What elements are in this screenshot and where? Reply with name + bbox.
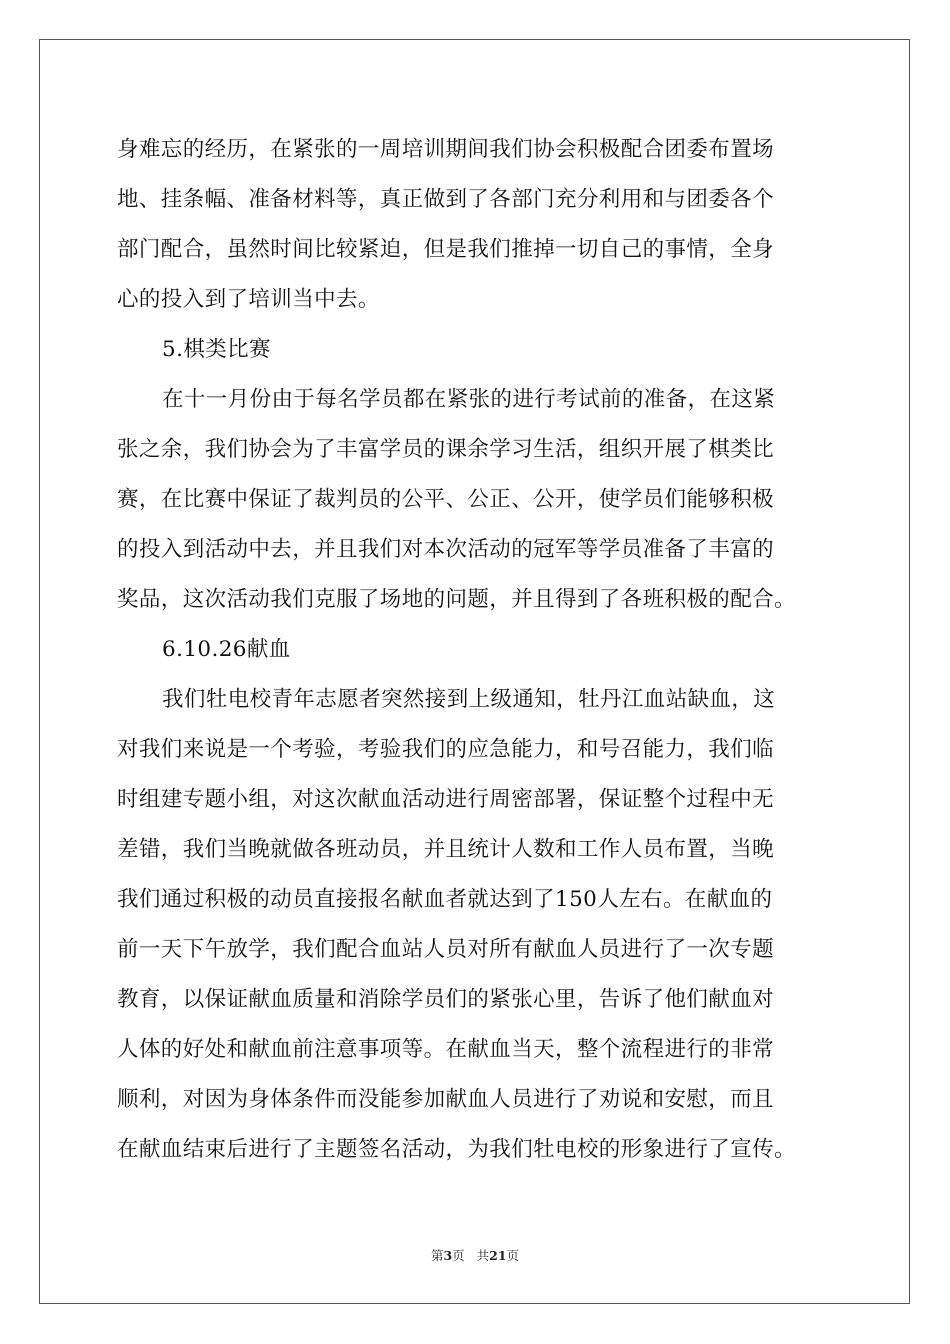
body-line: 地、挂条幅、准备材料等，真正做到了各部门充分利用和与团委各个 (117, 187, 775, 212)
body-line: 差错，我们当晚就做各班动员，并且统计人数和工作人员布置，当晚 (117, 837, 775, 862)
footer-gap (465, 1248, 477, 1263)
page-prefix: 第 (430, 1248, 444, 1263)
body-line: 时组建专题小组，对这次献血活动进行周密部署，保证整个过程中无 (117, 787, 775, 812)
page-suffix: 页 (452, 1248, 465, 1263)
body-line: 部门配合，虽然时间比较紧迫，但是我们推掉一切自己的事情，全身 (117, 237, 775, 262)
body-line: 赛，在比赛中保证了裁判员的公平、公正、公开，使学员们能够积极 (117, 487, 775, 512)
page-border (39, 39, 910, 1304)
body-line: 教育，以保证献血质量和消除学员们的紧张心里，告诉了他们献血对 (117, 987, 775, 1012)
page-footer (0, 1248, 950, 1264)
body-line: 我们牡电校青年志愿者突然接到上级通知，牡丹江血站缺血，这 (162, 687, 776, 712)
body-line: 张之余，我们协会为了丰富学员的课余学习生活，组织开展了棋类比 (117, 437, 775, 462)
section-heading: 6.10.26献血 (162, 637, 291, 662)
body-line: 身难忘的经历，在紧张的一周培训期间我们协会积极配合团委布置场 (117, 137, 775, 162)
page-number: 3 (443, 1248, 453, 1263)
body-line: 奖品，这次活动我们克服了场地的问题，并且得到了各班积极的配合。 (117, 587, 796, 612)
body-line: 我们通过积极的动员直接报名献血者就达到了150人左右。在献血的 (117, 887, 773, 912)
total-prefix: 共 (476, 1248, 490, 1263)
body-line: 心的投入到了培训当中去。 (117, 287, 380, 312)
body-line: 在十一月份由于每名学员都在紧张的进行考试前的准备，在这紧 (162, 387, 776, 412)
body-line: 顺利，对因为身体条件而没能参加献血人员进行了劝说和安慰，而且 (117, 1087, 775, 1112)
body-line: 在献血结束后进行了主题签名活动，为我们牡电校的形象进行了宣传。 (117, 1137, 796, 1162)
body-line: 的投入到活动中去，并且我们对本次活动的冠军等学员准备了丰富的 (117, 537, 775, 562)
total-pages: 21 (489, 1248, 507, 1263)
body-line: 人体的好处和献血前注意事项等。在献血当天，整个流程进行的非常 (117, 1037, 775, 1062)
body-line: 对我们来说是一个考验，考验我们的应急能力，和号召能力，我们临 (117, 737, 775, 762)
body-line: 前一天下午放学，我们配合血站人员对所有献血人员进行了一次专题 (117, 937, 775, 962)
total-suffix: 页 (506, 1248, 520, 1263)
section-heading: 5.棋类比赛 (162, 337, 271, 362)
